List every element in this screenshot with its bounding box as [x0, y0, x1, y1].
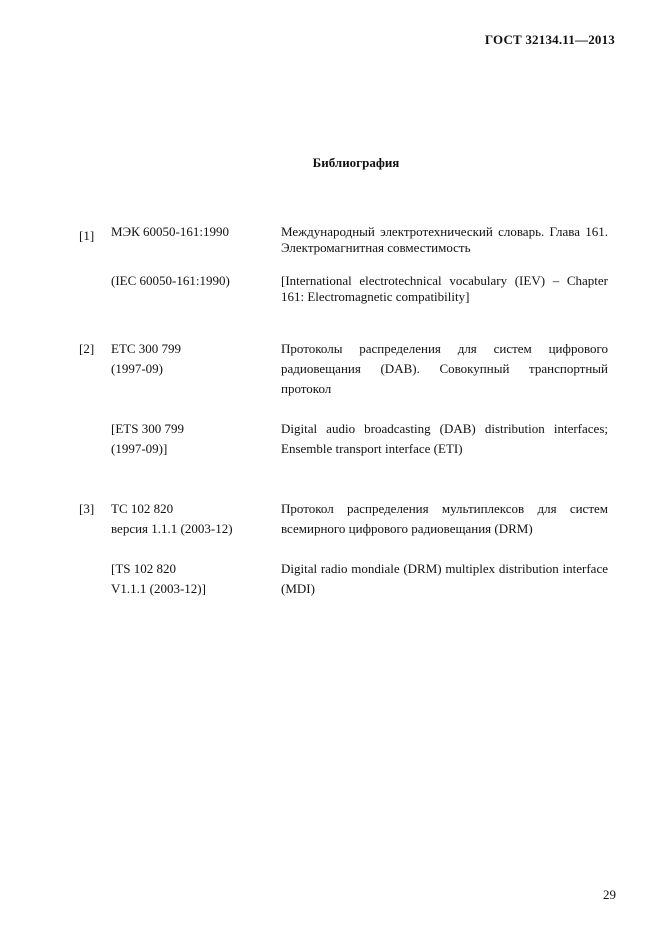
document-code: ГОСТ 32134.11—2013 [484, 32, 615, 47]
entry-description-ru: Международный электротехнический словарь. Глава 161. Электромагнитная совместимость [281, 224, 608, 255]
entry-description-en: Digital radio mondiale (DRM) multiplex distribution interface (MDI) [281, 561, 608, 596]
entry-description-en: Digital audio broadcasting (DAB) distribution interfaces; Ensemble transport interface (ETI) [281, 421, 608, 456]
entry-number: [3] [79, 501, 95, 516]
section-title: Библиография [312, 155, 400, 170]
entry-reference-ru: TC 102 820 версия 1.1.1 (2003-12) [111, 501, 233, 536]
entry-reference-en: [ETS 300 799 (1997-09)] [111, 421, 184, 456]
entry-reference-ru: МЭК 60050-161:1990 [111, 224, 230, 239]
entry-number: [2] [79, 341, 95, 356]
entry-description-ru: Протокол распределения мультиплексов для систем всемирного цифрового радиовещания (DRM) [281, 501, 608, 536]
entry-reference-en: (IEC 60050-161:1990) [111, 273, 230, 288]
entry-reference-ru: ETC 300 799 (1997-09) [111, 341, 182, 376]
page-number: 29 [603, 887, 616, 902]
entry-number: [1] [79, 228, 95, 243]
entry-description-ru: Протоколы распределения для систем цифрового радиовещания (DAB). Совокупный транспортный протокол [281, 341, 608, 396]
entry-reference-en: [TS 102 820 V1.1.1 (2003-12)] [111, 561, 206, 596]
entry-description-en: [International electrotechnical vocabulary (IEV) – Chapter 161: Electromagnetic compatibility] [281, 273, 608, 304]
